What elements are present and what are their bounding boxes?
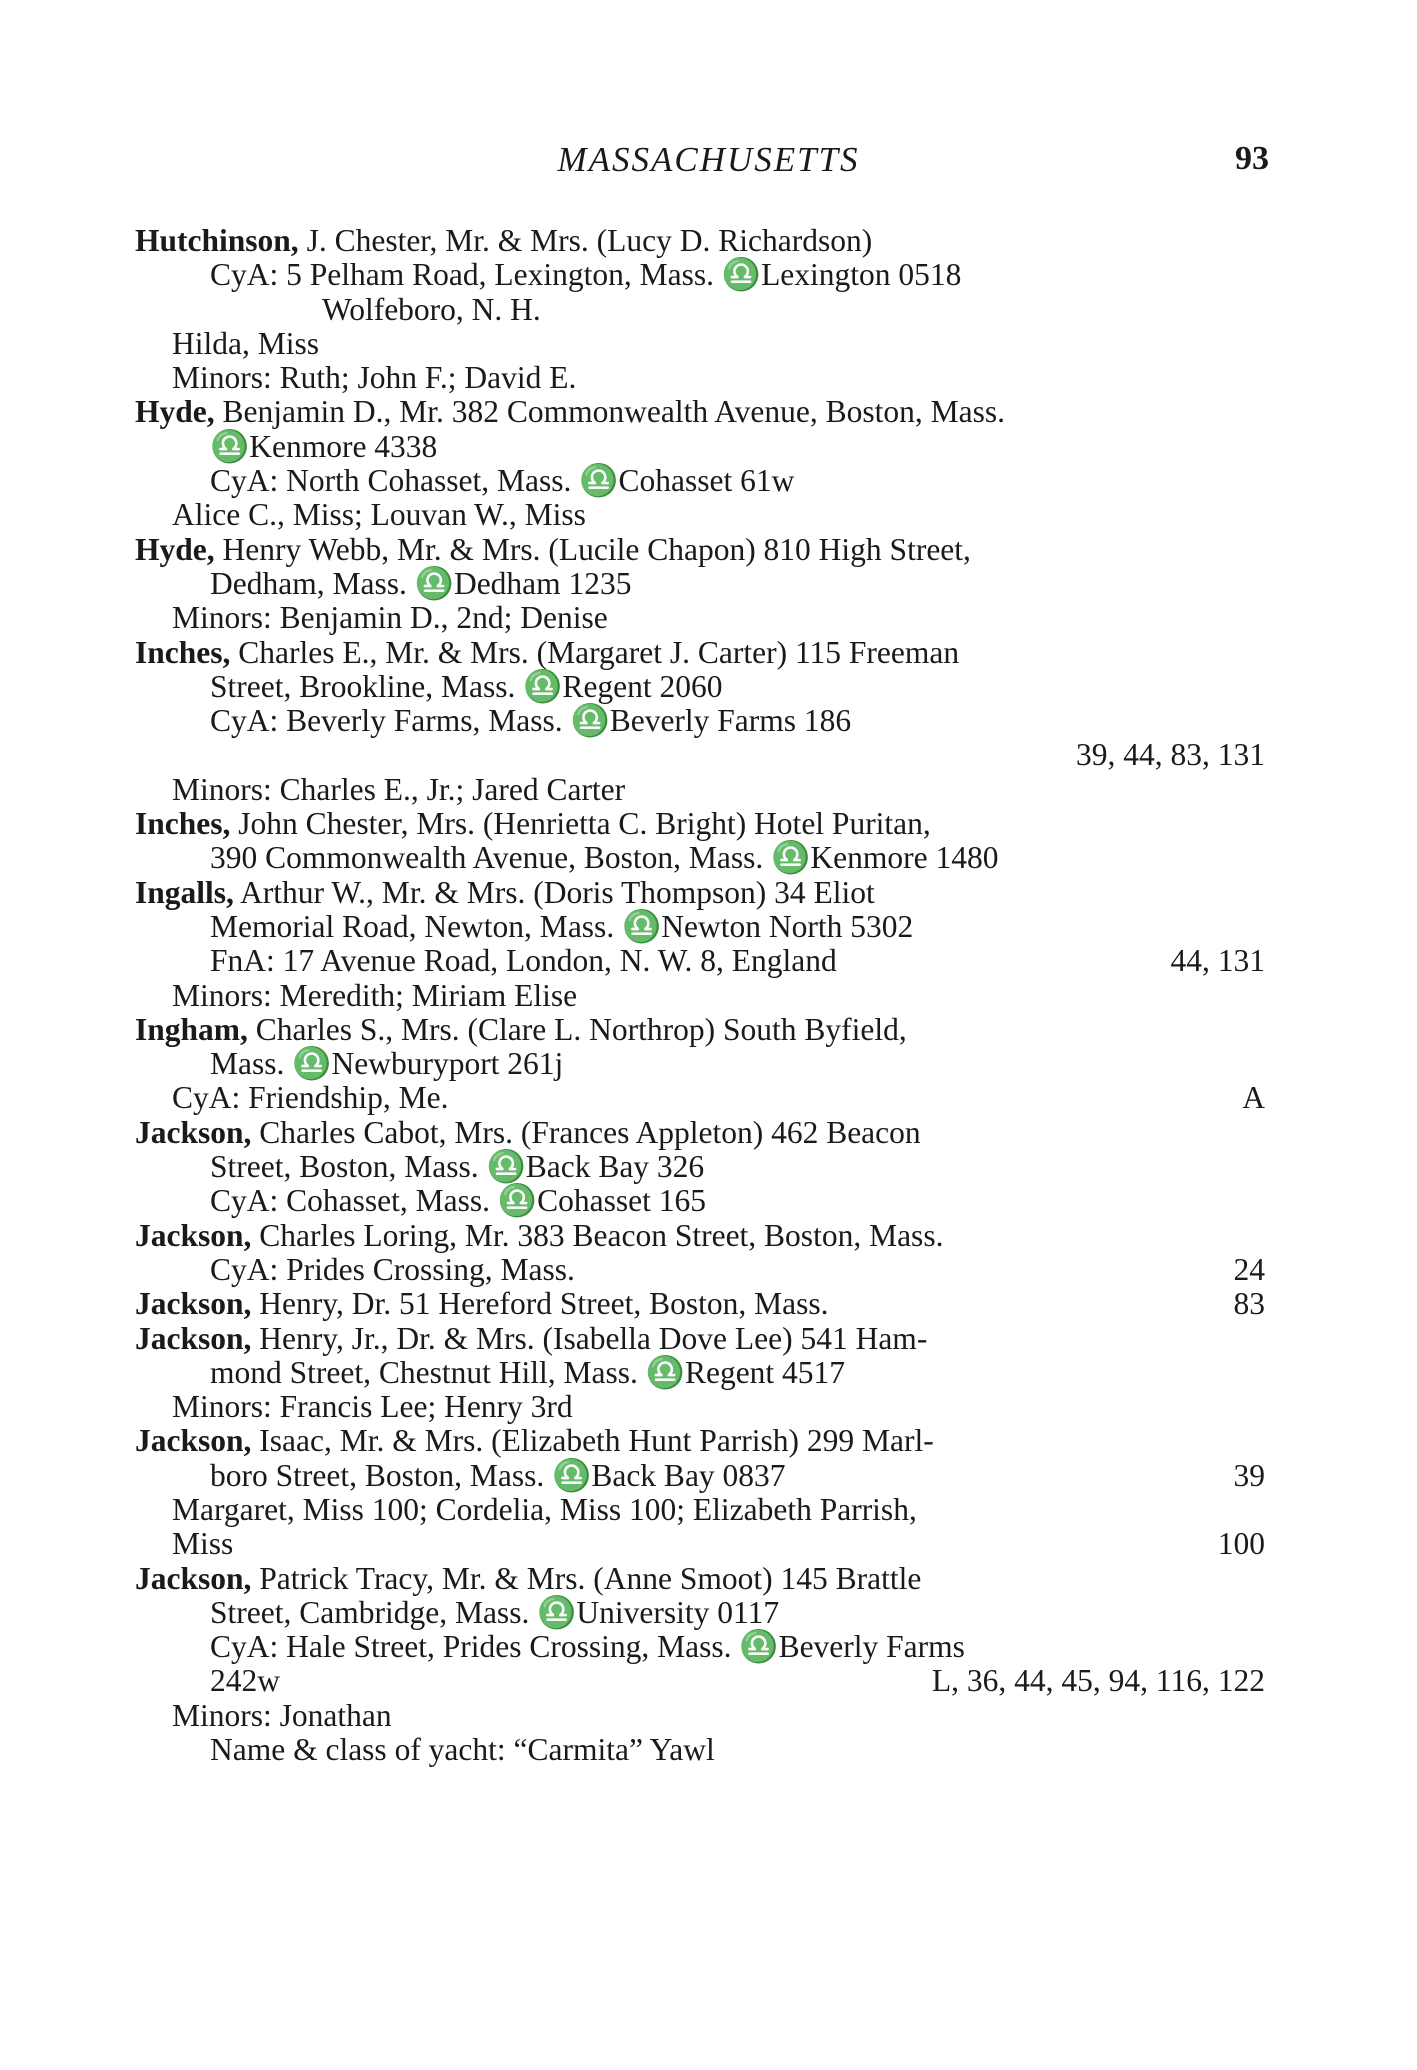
entry-text: Minors: Charles E., Jr.; Jared Carter [172,771,626,807]
entry-text: CyA: Beverly Farms, Mass. ♎Beverly Farms 186 [210,703,852,739]
entry-text: Hilda, Miss [172,325,320,361]
entry-text: Patrick Tracy, Mr. & Mrs. (Anne Smoot) 145 Brattle [251,1560,922,1596]
line-text [172,327,319,361]
page-header [0,140,1417,186]
entry-line [0,1527,1417,1561]
entry-line [0,464,1417,498]
line-text [210,1596,779,1630]
reference-codes: 39 [1233,1457,1265,1493]
entry-head-line [0,395,1417,429]
line-text [135,1013,907,1047]
entry-text: Henry, Jr., Dr. & Mrs. (Isabella Dove Lee) 541 Ham- [251,1320,928,1356]
line-text [210,910,913,944]
line-text [135,1116,921,1150]
line-text [210,1047,563,1081]
surname: Jackson, [135,1286,252,1322]
surname: Hyde, [135,531,215,567]
entry-text: Isaac, Mr. & Mrs. (Elizabeth Hunt Parrish) 299 Marl- [251,1423,934,1459]
line-text [172,1081,449,1115]
line-text [210,670,723,704]
entry-text: Minors: Benjamin D., 2nd; Denise [172,600,608,636]
surname: Hyde, [135,394,215,430]
entry-line [0,361,1417,395]
line-text [210,1733,715,1767]
line-text [210,430,437,464]
entry-text: Arthur W., Mr. & Mrs. (Doris Thompson) 34 Eliot [233,874,875,910]
entry-text: Charles S., Mrs. (Clare L. Northrop) South Byfield, [247,1011,907,1047]
entry-line [0,773,1417,807]
line-text [172,1527,233,1561]
entry-text: Minors: Francis Lee; Henry 3rd [172,1389,573,1425]
entry-line [0,1253,1417,1287]
line-text [135,636,959,670]
entry-text: Henry, Dr. 51 Hereford Street, Boston, Mass. [251,1286,829,1322]
entry-head-line [0,807,1417,841]
entry-head-line [0,636,1417,670]
line-text [210,567,632,601]
entry-text: 242w [210,1663,280,1699]
reference-codes: 100 [1217,1526,1265,1562]
entry-line [0,1630,1417,1664]
entry-text: Charles E., Mr. & Mrs. (Margaret J. Carter) 115 Freeman [230,634,960,670]
entry-text: Name & class of yacht: “Carmita” Yawl [210,1732,715,1768]
surname: Ingham, [135,1011,248,1047]
line-text [210,1459,786,1493]
entry-line [0,1047,1417,1081]
entry-text: FnA: 17 Avenue Road, London, N. W. 8, England [210,943,837,979]
entry-line [0,293,1417,327]
line-text [210,1253,575,1287]
entry-text: CyA: Cohasset, Mass. ♎Cohasset 165 [210,1183,706,1219]
entry-text: Minors: Ruth; John F.; David E. [172,360,577,396]
entry-text: Margaret, Miss 100; Cordelia, Miss 100; Elizabeth Parrish, [172,1491,917,1527]
line-text [135,1424,934,1458]
line-text [135,876,875,910]
entry-line [0,704,1417,738]
entry-line [0,738,1417,772]
entry-line [0,1081,1417,1115]
entry-head-line [0,1287,1417,1321]
line-text [210,464,794,498]
surname: Hutchinson, [135,223,299,258]
line-text [322,293,541,327]
entry-text: boro Street, Boston, Mass. ♎Back Bay 0837 [210,1457,786,1493]
entry-text: ♎Kenmore 4338 [210,428,438,464]
entry-text: Minors: Jonathan [172,1697,392,1733]
surname: Inches, [135,634,231,670]
entry-text: Benjamin D., Mr. 382 Commonwealth Avenue, Boston, Mass. [214,394,1006,430]
entry-line [0,327,1417,361]
entry-line [0,944,1417,978]
reference-codes: L, 36, 44, 45, 94, 116, 122 [931,1663,1265,1699]
line-text [135,807,931,841]
page-number: 93 [1235,140,1269,177]
surname: Jackson, [135,1114,252,1150]
reference-codes: 24 [1233,1251,1265,1287]
entry-line [0,1733,1417,1767]
entry-head-line [0,224,1417,258]
entry-line [0,1699,1417,1733]
entry-line [0,601,1417,635]
entry-text: 390 Commonwealth Avenue, Boston, Mass. ♎Kenmore 1480 [210,840,999,876]
line-text [210,1664,280,1698]
line-text [210,1630,965,1664]
entry-text: Street, Boston, Mass. ♎Back Bay 326 [210,1149,705,1185]
entry-text: Street, Brookline, Mass. ♎Regent 2060 [210,668,723,704]
entry-line [0,979,1417,1013]
line-text [172,773,625,807]
line-text [210,258,961,292]
line-text [210,1150,704,1184]
entry-line [0,1390,1417,1424]
entry-head-line [0,1013,1417,1047]
line-text [135,1219,943,1253]
entry-line [0,1493,1417,1527]
running-title: MASSACHUSETTS [557,140,860,179]
entry-line [0,1664,1417,1698]
entry-text: Memorial Road, Newton, Mass. ♎Newton North 5302 [210,908,914,944]
entry-text: Dedham, Mass. ♎Dedham 1235 [210,565,632,601]
surname: Ingalls, [135,874,234,910]
entry-head-line [0,1116,1417,1150]
entry-text: CyA: North Cohasset, Mass. ♎Cohasset 61w [210,463,795,499]
entry-line [0,1184,1417,1218]
entry-text: Charles Cabot, Mrs. (Frances Appleton) 462 Beacon [251,1114,921,1150]
entry-text: Henry Webb, Mr. & Mrs. (Lucile Chapon) 810 High Street, [214,531,971,567]
line-text [172,979,577,1013]
line-text [172,1699,392,1733]
surname: Jackson, [135,1320,252,1356]
line-text [210,1356,845,1390]
entry-text: CyA: Friendship, Me. [172,1080,449,1116]
line-text [135,1322,927,1356]
entry-text: J. Chester, Mr. & Mrs. (Lucy D. Richardson) [298,223,873,258]
entry-text: Alice C., Miss; Louvan W., Miss [172,497,586,533]
entry-line [0,1596,1417,1630]
entry-text: Miss [172,1526,234,1562]
line-text [135,224,872,258]
entry-text: mond Street, Chestnut Hill, Mass. ♎Regent 4517 [210,1354,846,1390]
entry-head-line [0,1424,1417,1458]
line-text [135,533,971,567]
entry-head-line [0,533,1417,567]
line-text [135,1287,829,1321]
reference-codes: 83 [1233,1286,1265,1322]
surname: Inches, [135,806,231,842]
entry-head-line [0,1562,1417,1596]
entry-line [0,910,1417,944]
entry-line [0,1459,1417,1493]
surname: Jackson, [135,1560,252,1596]
entry-text: CyA: Prides Crossing, Mass. [210,1251,575,1287]
line-text [210,944,837,978]
directory-entries [0,224,1417,1767]
entry-text: John Chester, Mrs. (Henrietta C. Bright) Hotel Puritan, [230,806,931,842]
entry-text: Minors: Meredith; Miriam Elise [172,977,578,1013]
line-text [172,601,608,635]
entry-head-line [0,1219,1417,1253]
line-text [135,1562,921,1596]
entry-line [0,670,1417,704]
entry-text: CyA: 5 Pelham Road, Lexington, Mass. ♎Lexington 0518 [210,257,962,293]
entry-text: Charles Loring, Mr. 383 Beacon Street, Boston, Mass. [251,1217,944,1253]
entry-text: Wolfeboro, N. H. [322,291,541,327]
entry-line [0,1356,1417,1390]
line-text [172,1390,573,1424]
entry-text: Mass. ♎Newburyport 261j [210,1046,564,1082]
entry-line [0,498,1417,532]
entry-line [0,567,1417,601]
entry-head-line [0,876,1417,910]
surname: Jackson, [135,1423,252,1459]
line-text [210,704,851,738]
surname: Jackson, [135,1217,252,1253]
reference-codes: 39, 44, 83, 131 [1076,737,1265,773]
line-text [210,1184,706,1218]
entry-text: Street, Cambridge, Mass. ♎University 0117 [210,1594,780,1630]
reference-codes: 44, 131 [1170,943,1265,979]
entry-head-line [0,1322,1417,1356]
entry-line [0,430,1417,464]
entry-line [0,1150,1417,1184]
line-text [172,1493,917,1527]
entry-line [0,258,1417,292]
line-text [210,841,998,875]
line-text [172,498,586,532]
entry-text: CyA: Hale Street, Prides Crossing, Mass. ♎Beverly Farms [210,1629,965,1665]
line-text [135,395,1005,429]
reference-codes: A [1242,1080,1265,1116]
line-text [172,361,576,395]
entry-line [0,841,1417,875]
